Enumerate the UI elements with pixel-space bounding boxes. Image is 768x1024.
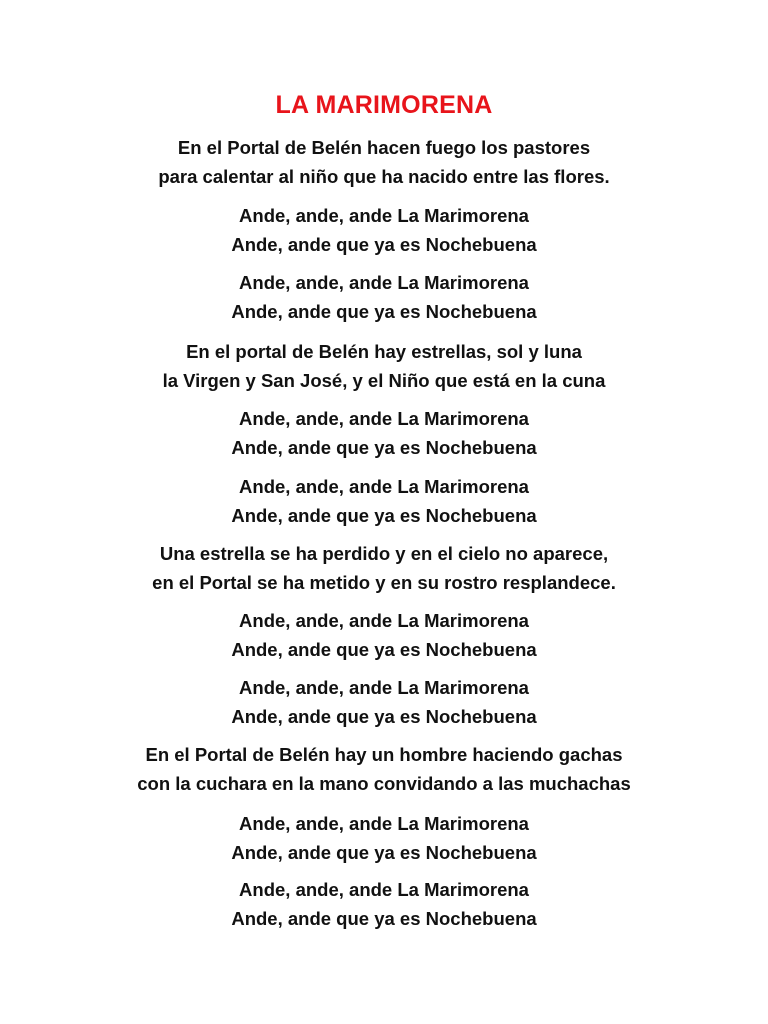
stanza-chorus (0, 201, 768, 259)
verse-line: En el portal de Belén hay estrellas, sol y luna (186, 341, 582, 362)
stanza-chorus (0, 472, 768, 530)
verse-line: la Virgen y San José, y el Niño que está en la cuna (162, 370, 606, 391)
stanza-chorus (0, 606, 768, 664)
stanza-verse-2 (0, 337, 768, 395)
stanza-verse-4 (0, 740, 768, 798)
stanza-verse-3 (0, 539, 768, 597)
stanza-chorus (0, 268, 768, 326)
song-title: LA MARIMORENA (275, 91, 493, 119)
verse-line: En el Portal de Belén hacen fuego los pastores (177, 137, 591, 158)
verse-line: en el Portal se ha metido y en su rostro resplandece. (152, 572, 616, 593)
chorus-line: Ande, ande que ya es Nochebuena (231, 908, 537, 929)
stanza-chorus (0, 404, 768, 462)
stanza-chorus (0, 809, 768, 867)
chorus-line: Ande, ande, ande La Marimorena (239, 879, 529, 900)
chorus-line: Ande, ande que ya es Nochebuena (231, 706, 537, 727)
chorus-line: Ande, ande que ya es Nochebuena (231, 842, 537, 863)
stanza-chorus (0, 875, 768, 933)
chorus-line: Ande, ande que ya es Nochebuena (231, 437, 537, 458)
chorus-line: Ande, ande que ya es Nochebuena (231, 639, 537, 660)
chorus-line: Ande, ande, ande La Marimorena (239, 272, 529, 293)
verse-line: con la cuchara en la mano convidando a las muchachas (137, 773, 631, 794)
chorus-line: Ande, ande que ya es Nochebuena (231, 301, 537, 322)
stanza-chorus (0, 673, 768, 731)
chorus-line: Ande, ande, ande La Marimorena (239, 610, 529, 631)
chorus-line: Ande, ande, ande La Marimorena (239, 677, 529, 698)
chorus-line: Ande, ande que ya es Nochebuena (231, 234, 537, 255)
chorus-line: Ande, ande, ande La Marimorena (239, 813, 529, 834)
stanza-verse-1 (0, 133, 768, 191)
chorus-line: Ande, ande que ya es Nochebuena (231, 505, 537, 526)
verse-line: para calentar al niño que ha nacido entre las flores. (158, 166, 610, 187)
chorus-line: Ande, ande, ande La Marimorena (239, 408, 529, 429)
chorus-line: Ande, ande, ande La Marimorena (239, 476, 529, 497)
chorus-line: Ande, ande, ande La Marimorena (239, 205, 529, 226)
verse-line: En el Portal de Belén hay un hombre haciendo gachas (145, 744, 623, 765)
verse-line: Una estrella se ha perdido y en el cielo no aparece, (159, 543, 609, 564)
